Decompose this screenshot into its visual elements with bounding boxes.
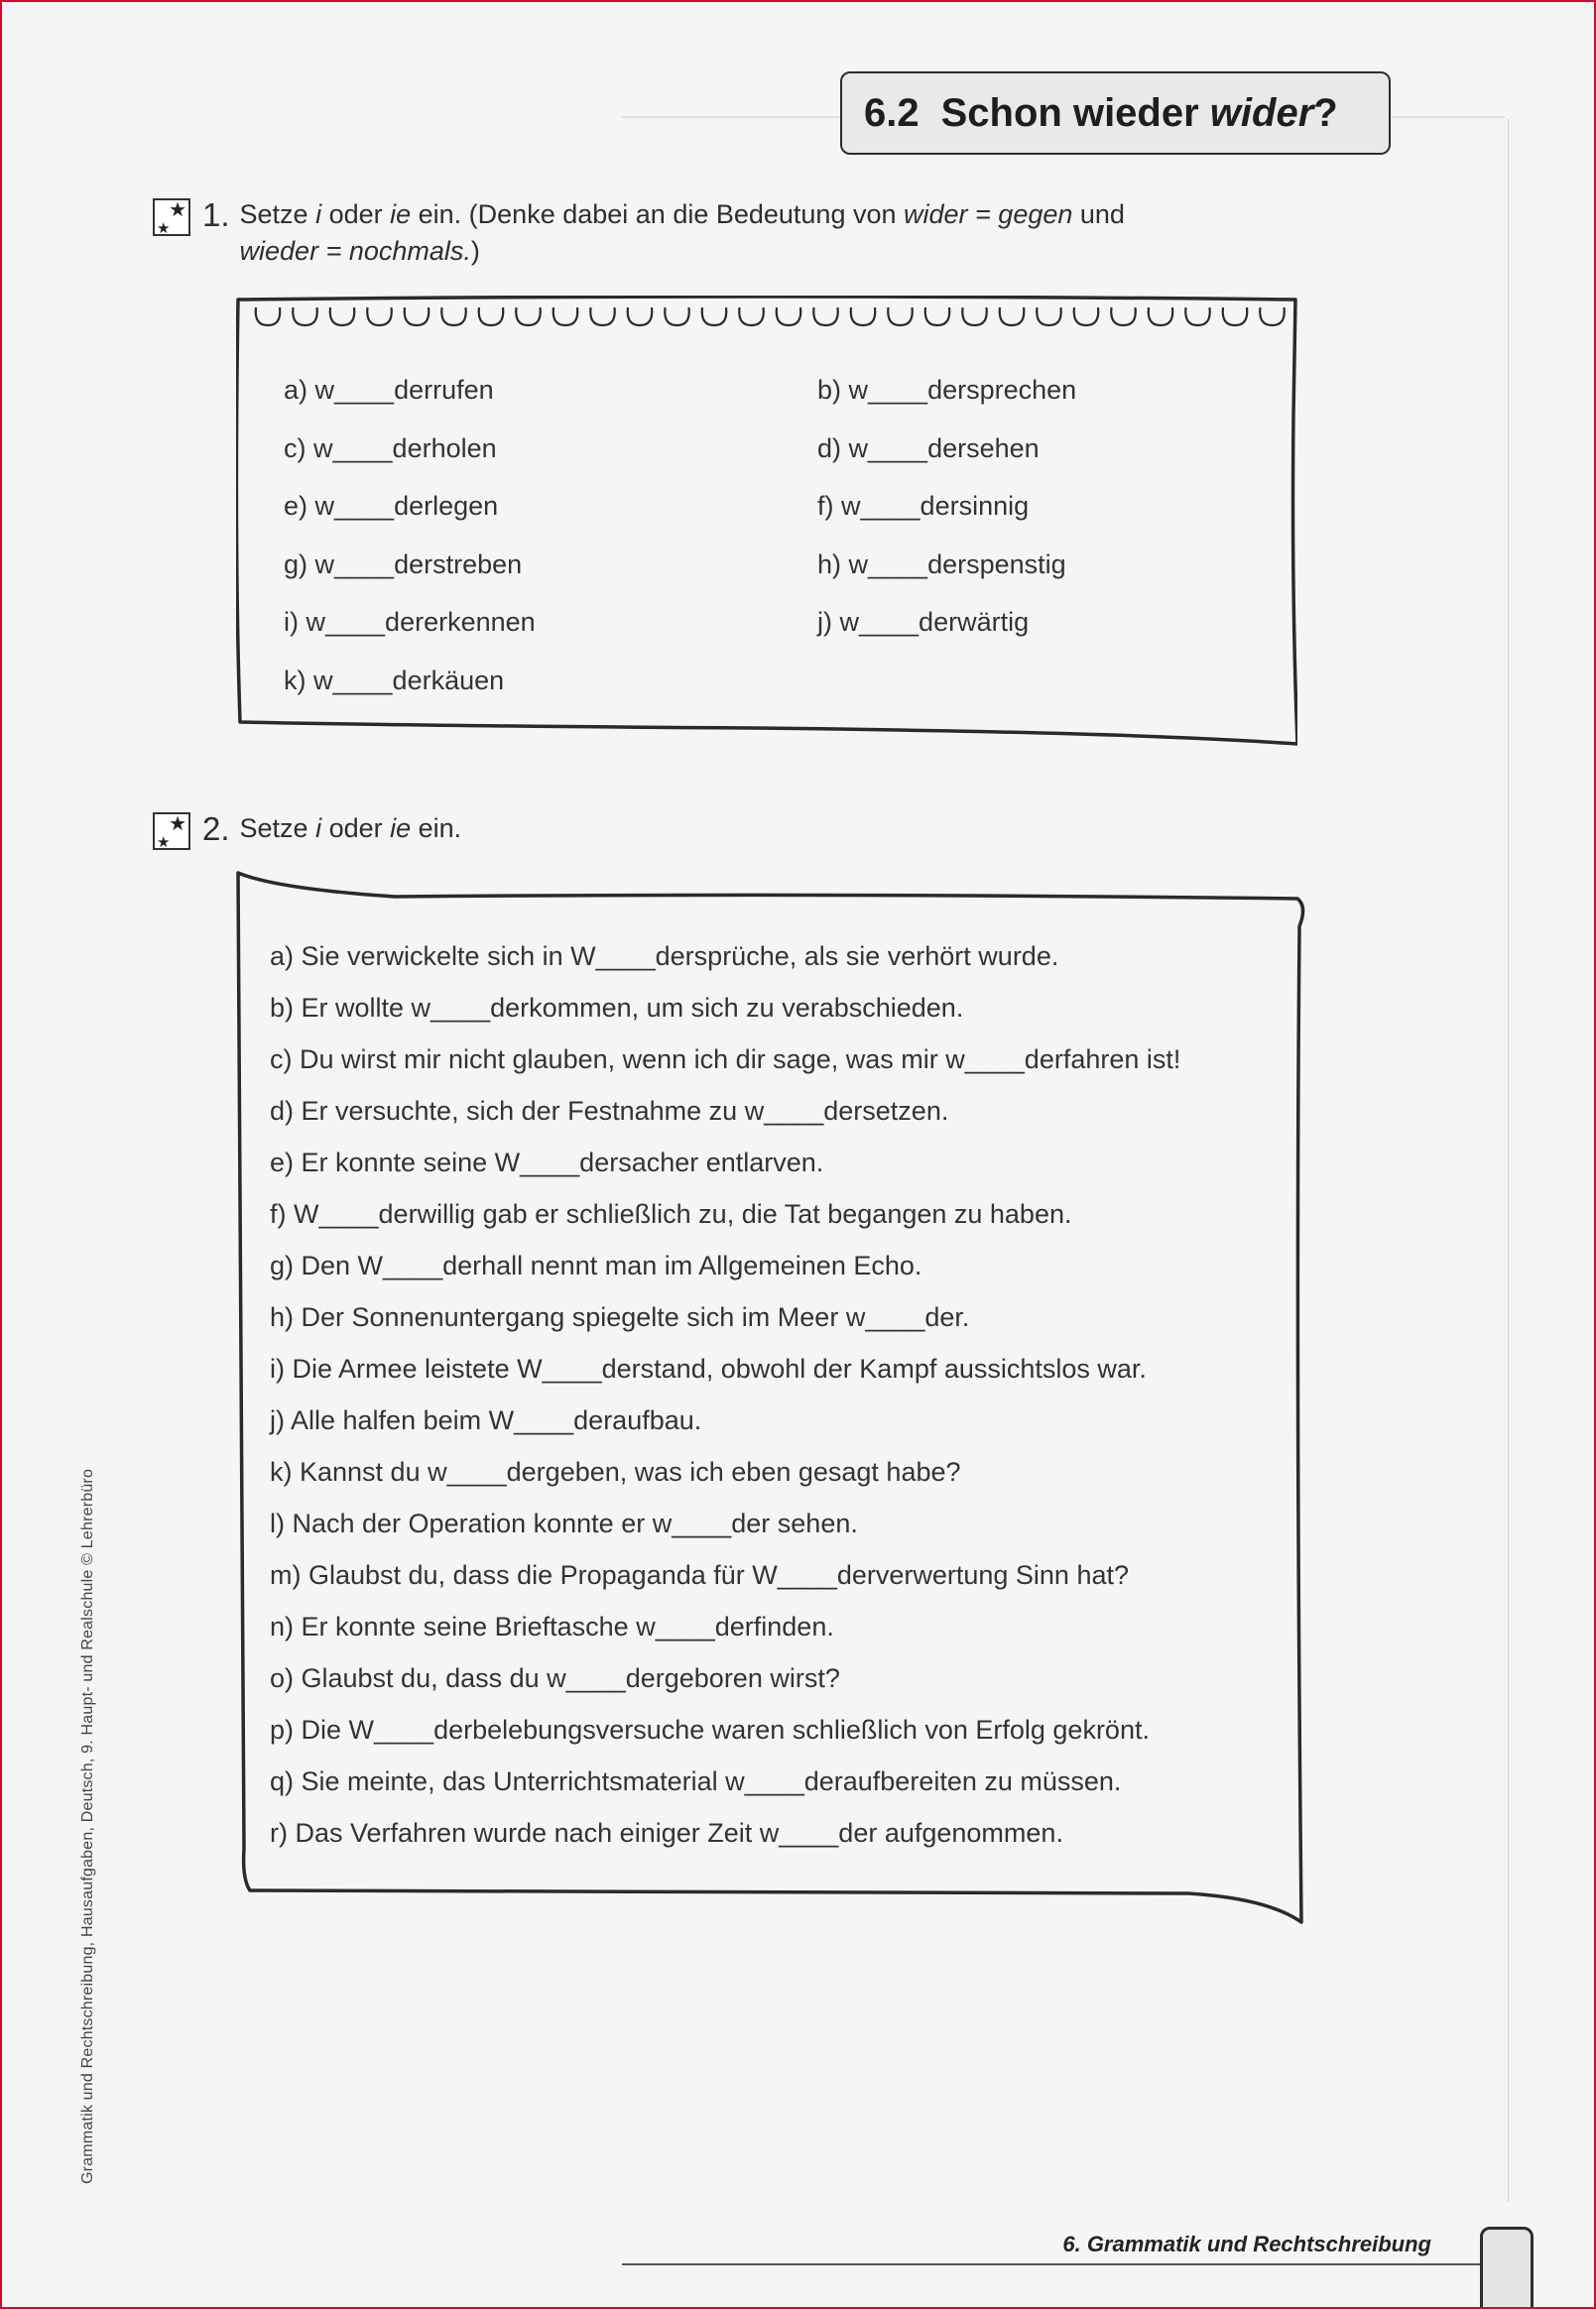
task2-sentence-box [236, 867, 1307, 1928]
spiral-ring [1223, 307, 1248, 325]
spiral-ring [813, 307, 838, 325]
spiral-ring [367, 307, 392, 325]
spiral-ring [777, 307, 801, 325]
sentence-item: i) Die Armee leistete W____derstand, obwohl der Kampf aussichtslos war. [270, 1354, 1147, 1384]
sentence-item: e) Er konnte seine W____dersacher entlarven. [270, 1148, 824, 1177]
task1-number: 1. [202, 196, 230, 233]
page-tab-marker [1480, 2227, 1534, 2309]
section-title [840, 71, 1391, 155]
task1-notepad-box [236, 296, 1297, 742]
word-item: e) w____derlegen [284, 491, 499, 521]
spiral-ring [330, 307, 355, 325]
task1-word-grid [284, 361, 1236, 709]
spiral-ring [590, 307, 615, 325]
sentence-item: f) W____derwillig gab er schließlich zu, die Tat begangen zu haben. [270, 1199, 1072, 1229]
spiral-ring [1260, 307, 1285, 325]
task2-sentence-list [270, 930, 1291, 1859]
spiral-ring [441, 307, 466, 325]
task1-heading [153, 196, 1125, 270]
footer-rule [622, 2263, 1495, 2265]
word-item: d) w____dersehen [817, 432, 1040, 463]
sentence-item: n) Er konnte seine Brieftasche w____derfinden. [270, 1612, 834, 1641]
page-edge [1508, 119, 1509, 2202]
spiral-ring [1074, 307, 1099, 325]
word-item: k) w____derkäuen [284, 665, 505, 695]
sentence-item: j) Alle halfen beim W____deraufbau. [270, 1405, 702, 1435]
two-stars-icon [153, 812, 190, 850]
spiral-ring [1185, 307, 1210, 325]
sentence-item: r) Das Verfahren wurde nach einiger Zeit w____der aufgenommen. [270, 1818, 1063, 1848]
spiral-ring [516, 307, 541, 325]
spiral-ring [1149, 307, 1173, 325]
word-item: j) w____derwärtig [817, 607, 1030, 637]
sentence-item: a) Sie verwickelte sich in W____dersprüche, als sie verhört wurde. [270, 941, 1059, 971]
sentence-item: d) Er versuchte, sich der Festnahme zu w____dersetzen. [270, 1096, 949, 1126]
sentence-item: c) Du wirst mir nicht glauben, wenn ich dir sage, was mir w____derfahren ist! [270, 1044, 1181, 1074]
task2-number: 2. [202, 810, 230, 847]
spiral-ring [628, 307, 653, 325]
sentence-item: g) Den W____derhall nennt man im Allgemeinen Echo. [270, 1251, 922, 1280]
spiral-ring [925, 307, 950, 325]
word-item: f) w____dersinnig [817, 491, 1030, 521]
word-item: c) w____derholen [284, 432, 497, 463]
spiral-ring [851, 307, 876, 325]
spiral-ring [888, 307, 913, 325]
spiral-ring [405, 307, 430, 325]
spiral-ring [479, 307, 504, 325]
spiral-ring [739, 307, 764, 325]
side-copyright-caption: Grammatik und Rechtschreibung, Hausaufgaben, Deutsch, 9. Haupt- und Realschule © Lehrerbüro [79, 1468, 96, 2184]
task1-instruction: Setze i oder ie ein. (Denke dabei an die Bedeutung von wider = gegen und wieder = nochmals.) [239, 199, 1125, 266]
word-item: b) w____dersprechen [817, 375, 1077, 405]
spiral-ring [293, 307, 317, 325]
spiral-ring [1000, 307, 1025, 325]
sentence-item: h) Der Sonnenuntergang spiegelte sich im Meer w____der. [270, 1302, 970, 1332]
spiral-ring [553, 307, 578, 325]
word-item: h) w____derspenstig [817, 548, 1066, 579]
spiral-ring [962, 307, 987, 325]
word-item: g) w____derstreben [284, 548, 523, 579]
spiral-ring [256, 307, 281, 325]
title-text: Schon wieder wider? [940, 90, 1338, 135]
sentence-item: b) Er wollte w____derkommen, um sich zu verabschieden. [270, 993, 964, 1023]
spiral-ring [665, 307, 689, 325]
spiral-ring [1111, 307, 1136, 325]
sentence-item: l) Nach der Operation konnte er w____der sehen. [270, 1509, 858, 1538]
footer-chapter-label: 6. Grammatik und Rechtschreibung [1062, 2232, 1431, 2256]
task2-heading [153, 810, 461, 850]
section-number: 6.2 [864, 90, 920, 135]
sentence-item: q) Sie meinte, das Unterrichtsmaterial w____deraufbereiten zu müssen. [270, 1766, 1122, 1796]
task2-instruction: Setze i oder ie ein. [239, 813, 462, 843]
spiral-ring [702, 307, 727, 325]
sentence-item: k) Kannst du w____dergeben, was ich eben gesagt habe? [270, 1457, 961, 1487]
sentence-item: m) Glaubst du, dass die Propaganda für W____derverwertung Sinn hat? [270, 1560, 1130, 1590]
word-item: a) w____derrufen [284, 375, 494, 405]
two-stars-icon [153, 198, 190, 236]
spiral-ring [1037, 307, 1061, 325]
sentence-item: p) Die W____derbelebungsversuche waren schließlich von Erfolg gekrönt. [270, 1715, 1150, 1745]
word-item: i) w____dererkennen [284, 607, 536, 637]
sentence-item: o) Glaubst du, dass du w____dergeboren wirst? [270, 1663, 840, 1693]
